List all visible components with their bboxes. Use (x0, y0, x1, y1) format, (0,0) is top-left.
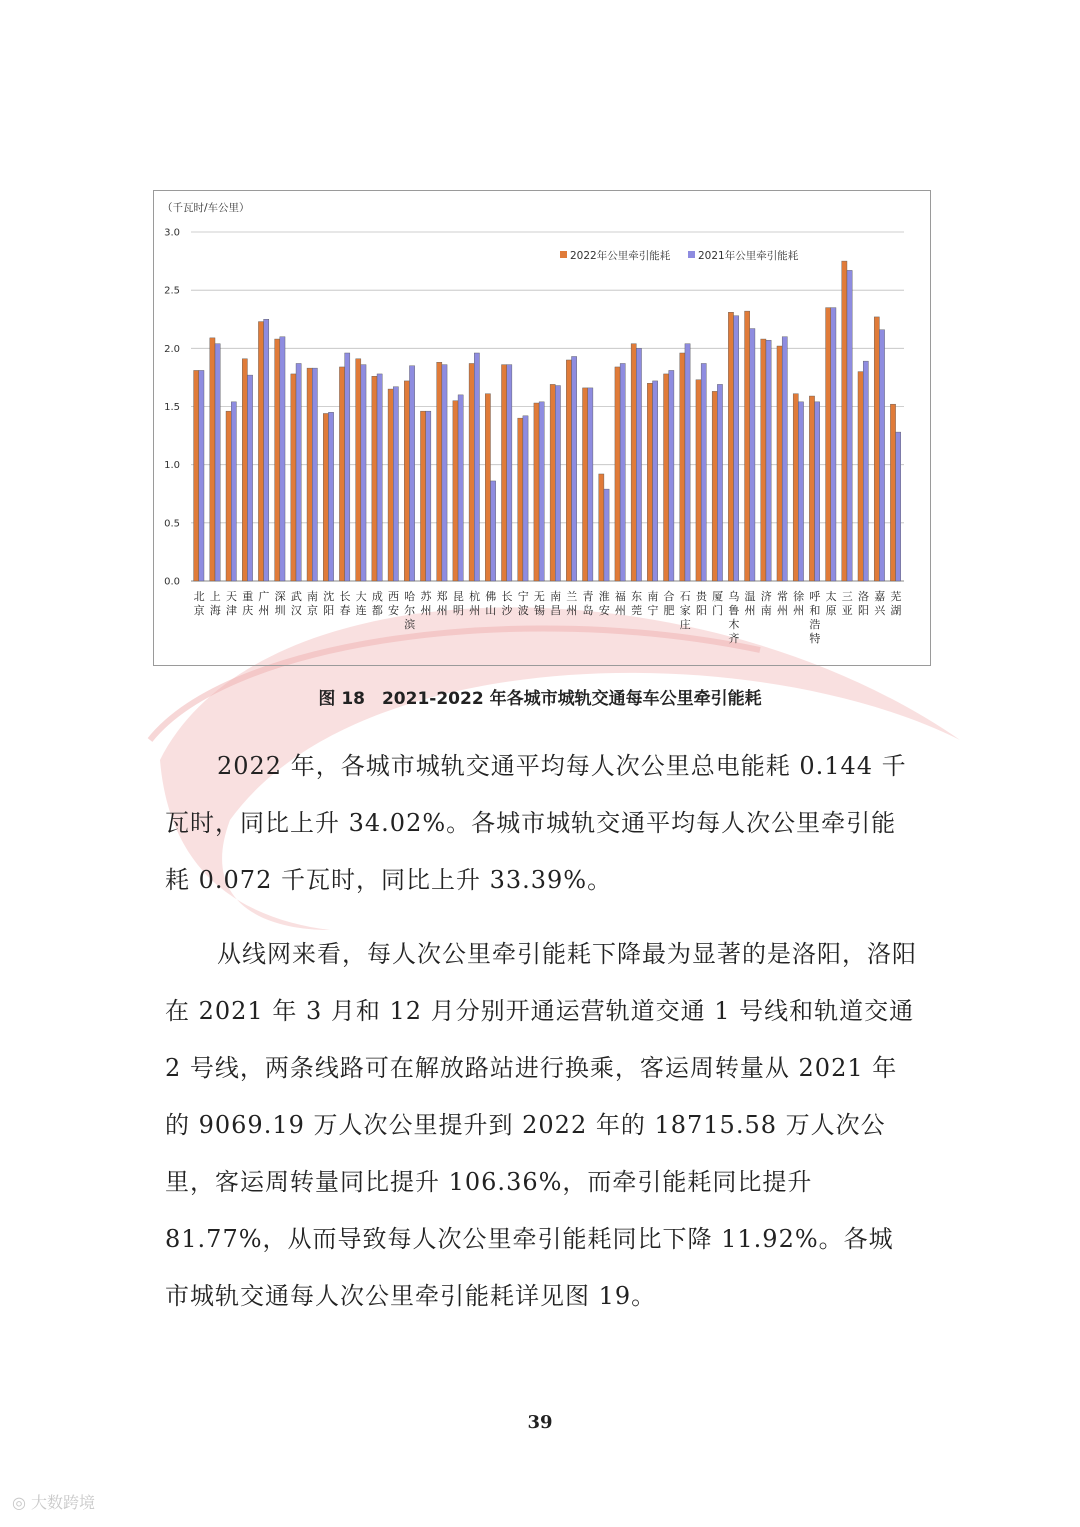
x-category-label: 宁 (517, 590, 529, 603)
x-category-label: 岛 (582, 604, 594, 617)
x-category-label: 合 (663, 590, 675, 603)
x-category-label: 州 (776, 604, 788, 617)
bar-2021 (361, 365, 366, 581)
bar-2021 (393, 387, 398, 581)
bar-2022 (275, 339, 280, 581)
bar-2021 (474, 353, 479, 581)
x-category-label: 阳 (323, 604, 335, 617)
x-category-label: 阳 (857, 604, 869, 617)
bar-2022 (420, 411, 425, 581)
bar-2022 (874, 317, 879, 581)
x-category-label: 天 (226, 590, 238, 603)
x-category-label: 青 (582, 590, 594, 603)
x-category-label: 常 (776, 590, 788, 603)
y-tick-label: 2.5 (164, 285, 180, 297)
bar-2021 (604, 489, 609, 581)
x-category-label: 州 (793, 604, 805, 617)
x-category-label: 木 (728, 618, 740, 631)
x-category-label: 湖 (890, 604, 902, 617)
x-category-label: 亚 (841, 604, 853, 617)
bar-2022 (615, 367, 620, 581)
bar-2022 (745, 311, 750, 581)
x-category-label: 滨 (404, 618, 416, 631)
bar-2021 (879, 330, 884, 581)
bar-2021 (782, 337, 787, 581)
x-category-label: 太 (825, 590, 837, 603)
bar-2021 (653, 381, 658, 581)
x-category-label: 东 (631, 590, 643, 603)
bar-2021 (490, 481, 495, 581)
bar-2022 (842, 261, 847, 581)
x-category-label: 杭 (469, 590, 481, 603)
bar-2021 (750, 329, 755, 581)
bar-2021 (328, 412, 333, 581)
bar-2021 (620, 363, 625, 581)
bar-2022 (583, 388, 588, 581)
x-category-label: 芜 (890, 590, 902, 603)
bar-2022 (404, 381, 409, 581)
x-category-label: 都 (371, 604, 383, 617)
x-category-label: 温 (744, 590, 756, 603)
bar-2021 (458, 395, 463, 581)
bar-2022 (226, 411, 231, 581)
x-category-label: 州 (566, 604, 578, 617)
x-category-label: 西 (388, 590, 400, 603)
x-category-label: 圳 (274, 604, 286, 617)
legend-swatch-2022 (560, 251, 567, 258)
bar-2022 (388, 389, 393, 581)
bar-2022 (258, 322, 263, 581)
x-category-label: 连 (355, 604, 367, 617)
bar-2022 (194, 370, 199, 581)
x-category-label: 苏 (420, 590, 432, 603)
brand-watermark (12, 1490, 95, 1513)
x-category-label: 津 (226, 604, 238, 617)
bar-2021 (669, 370, 674, 581)
bar-2022 (664, 374, 669, 581)
bar-2022 (437, 362, 442, 581)
x-category-label: 庄 (679, 618, 691, 631)
x-category-label: 成 (371, 590, 383, 603)
brand-logo-icon: ◎ (12, 1493, 32, 1512)
bar-2022 (599, 474, 604, 581)
y-tick-label: 2.0 (164, 343, 180, 355)
x-category-label: 宁 (647, 604, 659, 617)
bar-2022 (501, 365, 506, 581)
x-category-label: 州 (258, 604, 270, 617)
bar-2022 (712, 391, 717, 581)
x-category-label: 海 (209, 604, 221, 617)
bar-2021 (734, 316, 739, 581)
bar-2021 (215, 344, 220, 581)
bar-2022 (809, 396, 814, 581)
x-category-label: 长 (339, 590, 351, 603)
x-category-label: 明 (452, 604, 464, 617)
bar-2021 (588, 388, 593, 581)
bar-2022 (858, 372, 863, 581)
x-category-label: 无 (533, 590, 545, 603)
x-category-label: 肥 (663, 604, 675, 617)
x-category-label: 重 (242, 590, 254, 603)
x-category-label: 贵 (695, 590, 707, 603)
bar-2022 (680, 353, 685, 581)
bar-2022 (534, 403, 539, 581)
bar-2022 (210, 338, 215, 581)
x-category-label: 徐 (793, 590, 805, 603)
x-category-label: 兴 (874, 604, 886, 617)
legend-label-2022: 2022年公里牵引能耗 (570, 250, 671, 262)
x-category-label: 齐 (728, 632, 740, 645)
bar-2022 (323, 413, 328, 581)
x-category-label: 京 (193, 604, 205, 617)
x-category-label: 家 (679, 604, 691, 617)
x-category-label: 深 (274, 590, 286, 603)
bar-2022 (469, 363, 474, 581)
bar-2021 (863, 361, 868, 581)
bar-2021 (831, 308, 836, 581)
x-category-label: 兰 (566, 590, 578, 603)
bar-2022 (550, 384, 555, 581)
x-category-label: 汉 (290, 604, 302, 617)
x-category-label: 郑 (436, 590, 448, 603)
bar-2021 (847, 270, 852, 581)
bar-2021 (312, 368, 317, 581)
x-category-label: 南 (647, 590, 659, 603)
y-tick-label: 0.5 (164, 518, 180, 530)
paragraph-2: 从线网来看，每人次公里牵引能耗下降最为显著的是洛阳，洛阳在 2021 年 3 月和 12 月分别开通运营轨道交通 1 号线和轨道交通 2 号线，两条线路可在解放路站进行换乘，客运周转量从 2021 年的 9069.19 万人次公里提升到 2022 年的 18715.58 万人次公里，客运周转量同比提升 106.36%，而牵引能耗同比提升 81.77%，从而导致每人次公里牵引能耗同比下降 11.92%。各城市城轨交通每人次公里牵引能耗详见图 19。 (165, 940, 917, 1310)
bar-2021 (264, 319, 269, 581)
x-category-label: 庆 (242, 604, 254, 617)
bar-2022 (291, 374, 296, 581)
bar-2021 (539, 402, 544, 581)
x-category-label: 尔 (404, 604, 416, 617)
x-category-label: 波 (517, 604, 529, 617)
x-category-label: 鲁 (728, 604, 740, 617)
y-tick-label: 1.5 (164, 402, 180, 413)
bar-2021 (231, 402, 236, 581)
bar-2021 (701, 363, 706, 581)
y-tick-label: 0.0 (164, 576, 180, 588)
bar-2021 (442, 365, 447, 581)
x-category-label: 京 (307, 604, 319, 617)
page-number: 39 (527, 1412, 553, 1433)
x-category-label: 沙 (501, 604, 513, 617)
x-category-label: 州 (436, 604, 448, 617)
bar-2021 (896, 432, 901, 581)
bar-2022 (242, 359, 247, 581)
x-category-label: 州 (744, 604, 756, 617)
x-category-label: 安 (598, 604, 610, 617)
bar-2022 (356, 359, 361, 581)
bar-2022 (761, 339, 766, 581)
bar-2021 (798, 402, 803, 581)
x-category-label: 厦 (712, 590, 724, 603)
chart-frame (153, 190, 931, 666)
x-category-label: 莞 (631, 604, 643, 617)
y-tick-label: 1.0 (164, 460, 180, 472)
x-category-label: 昆 (452, 590, 464, 603)
bar-2022 (372, 376, 377, 581)
bar-2021 (507, 365, 512, 581)
x-category-label: 门 (712, 604, 724, 617)
bar-2021 (685, 344, 690, 581)
bar-2022 (890, 404, 895, 581)
legend-swatch-2021 (688, 251, 695, 258)
x-category-label: 哈 (404, 590, 416, 603)
bar-2022 (696, 380, 701, 581)
x-category-label: 乌 (728, 590, 740, 603)
x-category-label: 州 (614, 604, 626, 617)
unit-label: （千瓦时/车公里） (162, 202, 250, 214)
bar-2021 (717, 384, 722, 581)
x-category-label: 广 (258, 590, 270, 603)
x-category-label: 和 (809, 604, 821, 617)
x-category-label: 长 (501, 590, 513, 603)
x-category-label: 锡 (533, 604, 545, 617)
x-category-label: 春 (339, 604, 351, 617)
x-category-label: 原 (825, 604, 837, 617)
brand-label: 大数跨境 (31, 1493, 96, 1512)
x-category-label: 佛 (485, 590, 497, 603)
bar-2021 (280, 337, 285, 581)
legend-label-2021: 2021年公里牵引能耗 (698, 250, 799, 262)
bar-2021 (636, 348, 641, 581)
x-axis-labels (194, 589, 902, 645)
bar-2021 (766, 340, 771, 581)
x-category-label: 州 (420, 604, 432, 617)
x-category-label: 北 (193, 590, 205, 603)
x-category-label: 呼 (809, 590, 821, 603)
x-category-label: 州 (469, 604, 481, 617)
x-category-label: 上 (209, 590, 221, 603)
bars (194, 261, 901, 581)
bar-2021 (815, 402, 820, 581)
bar-2021 (555, 386, 560, 581)
x-category-label: 山 (485, 604, 497, 617)
x-category-label: 南 (760, 604, 772, 617)
y-tick-label: 3.0 (164, 227, 180, 239)
paragraph-1: 2022 年，各城市城轨交通平均每人次公里总电能耗 0.144 千瓦时，同比上升 34.02%。各城市城轨交通平均每人次公里牵引能耗 0.072 千瓦时，同比上升 33.39%。 (165, 752, 907, 894)
x-category-label: 大 (355, 590, 367, 603)
x-category-label: 淮 (598, 590, 610, 603)
bar-2022 (728, 312, 733, 581)
x-category-label: 嘉 (874, 590, 886, 603)
x-category-label: 石 (679, 590, 691, 603)
x-category-label: 武 (290, 590, 302, 603)
x-category-label: 沈 (323, 590, 335, 603)
bar-2022 (566, 360, 571, 581)
x-category-label: 济 (760, 590, 772, 603)
x-category-label: 特 (809, 632, 821, 645)
figure-caption: 图 18 2021-2022 年各城市城轨交通每车公里牵引能耗 (318, 689, 762, 709)
legend (560, 249, 799, 262)
bar-2022 (485, 394, 490, 581)
x-category-label: 南 (550, 590, 562, 603)
x-category-label: 昌 (550, 604, 562, 617)
bar-2021 (409, 366, 414, 581)
bar-2022 (339, 367, 344, 581)
x-category-label: 阳 (695, 604, 707, 617)
bar-2021 (296, 363, 301, 581)
bar-2022 (777, 346, 782, 581)
bar-2021 (572, 356, 577, 581)
bar-2022 (647, 383, 652, 581)
bar-2022 (453, 401, 458, 581)
y-axis-ticks (164, 228, 180, 588)
x-category-label: 福 (614, 590, 626, 603)
bar-2022 (826, 308, 831, 581)
bar-2022 (793, 394, 798, 581)
bar-2021 (247, 375, 252, 581)
bar-2021 (377, 374, 382, 581)
x-category-label: 三 (841, 590, 853, 603)
x-category-label: 安 (388, 604, 400, 617)
bar-2022 (631, 344, 636, 581)
bar-2022 (518, 418, 523, 581)
bar-chart (154, 191, 930, 665)
x-category-label: 南 (307, 590, 319, 603)
bar-2022 (307, 368, 312, 581)
bar-2021 (199, 370, 204, 581)
bar-2021 (523, 416, 528, 581)
bar-2021 (345, 353, 350, 581)
x-category-label: 洛 (857, 590, 869, 603)
bar-2021 (426, 411, 431, 581)
x-category-label: 浩 (809, 618, 821, 631)
